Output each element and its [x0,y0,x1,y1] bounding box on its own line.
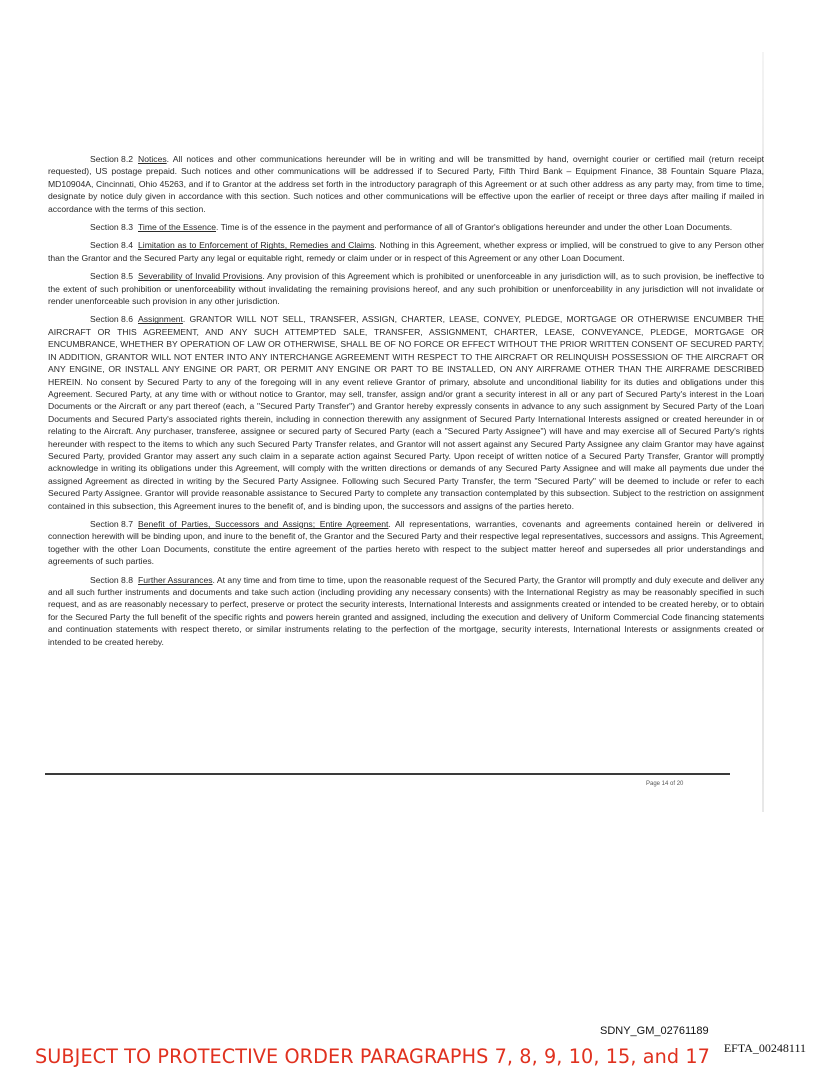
section-8-6 [48,313,764,512]
section-number: Section 8.8 [90,574,133,585]
section-number: Section 8.5 [90,271,133,282]
section-text: . Time is of the essence in the payment and performance of all of Grantor's obligations hereunder and under the other Loan Documents. [216,222,733,233]
bates-number: SDNY_GM_02761189 [600,1025,709,1037]
section-title: Assignment [138,314,183,325]
efta-id: EFTA_00248111 [723,1041,806,1055]
section-title: Limitation as to Enforcement of Rights, Remedies and Claims [138,240,375,251]
section-title: Further Assurances [138,574,213,585]
document-body [48,153,764,654]
protective-order-notice: SUBJECT TO PROTECTIVE ORDER PARAGRAPHS 7, 8, 9, 10, 15, and 17 [35,1045,710,1068]
section-text: . Nothing in this Agreement, whether express or implied, will be construed to give to any Person other than the Grantor and the Secured Party any legal or equitable right, remedy or claim under or in respect of this Agreement or any other Loan Document. [48,240,764,263]
section-text: . GRANTOR WILL NOT SELL, TRANSFER, ASSIGN, CHARTER, LEASE, CONVEY, PLEDGE, MORTGAGE OR OTHERWISE ENCUMBER THE AIRCRAFT OR THIS AGREEMENT, AND ANY SUCH ATTEMPTED SALE, TRANSFER, ASSIGNMENT, CHARTER, LEASE, CONVEYANCE, PLEDGE, MORTGAGE OR ENCUMBRANCE, WHETHER BY OPERATION OF LAW OR OTHERWISE, SHALL BE OF NO FORCE OR EFFECT WITHOUT THE PRIOR WRITTEN CONSENT OF SECURED PARTY. IN ADDITION, GRANTOR WILL NOT ENTER INTO ANY INTERCHANGE AGREEMENT WITH RESPECT TO THE AIRCRAFT OR RELINQUISH POSSESSION OF THE AIRCRAFT OR ANY ENGINE, OR INSTALL ANY ENGINE OR PART, OR PERMIT ANY ENGINE OR PART TO BE INSTALLED, ON ANY AIRFRAME OTHER THAN THE AIRFRAME DESCRIBED HEREIN. No consent by Secured Party to any of the foregoing will in any event relieve Grantor of primary, absolute and unconditional liability for its duties and obligations under this Agreement. Secured Party, at any time with or without notice to Grantor, may sell, transfer, assign and/or grant a security interest in all or any part of Secured Party's interest in the Loan Documents or the Aircraft or any part thereof (each, a "Secured Party Transfer") and Grantor hereby expressly consents in advance to any such assignment by Secured Party of the Loan Documents and Secured Party's associated rights therein, including in connection therewith any assignment of Secured Party International Interests assigned or created hereunder in or relating to the Aircraft. Any purchaser, transferee, assignee or secured party of Secured Party (each a "Secured Party Assignee") will have and may exercise all of Secured Party's rights hereunder with respect to the items to which any such Secured Party Transfer relates, and Grantor will not assert against any Secured Party Assignee any claim Grantor may have against Secured Party, provided Grantor may assert any such claim in a separate action against Secured Party. Upon receipt of written notice of a Secured Party Transfer, Grantor will promptly acknowledge in writing its obligations under this Agreement, will comply with the written directions or demands of any Secured Party Assignee and will make all payments due under the assigned Agreement as directed in writing by the Secured Party Assignee. Following such Secured Party Transfer, the term "Secured Party" will be deemed to include or refer to each Secured Party Assignee. Grantor will provide reasonable assistance to Secured Party to complete any transaction contemplated by this subsection. Subject to the restriction on assignment contained in this subsection, this Agreement inures to the benefit of, and is binding upon, the successors and assigns of the parties hereto. [48,314,764,511]
section-8-2 [48,153,764,215]
footer-rule [45,773,730,775]
section-number: Section 8.3 [90,222,133,233]
section-8-5 [48,270,764,307]
section-number: Section 8.7 [90,518,133,529]
page-number: Page 14 of 20 [646,781,684,787]
section-title: Benefit of Parties, Successors and Assigns; Entire Agreement [138,518,389,529]
section-number: Section 8.6 [90,314,133,325]
section-title: Time of the Essence [138,222,217,233]
section-text: . At any time and from time to time, upon the reasonable request of the Secured Party, the Grantor will promptly and duly execute and deliver any and all such further instruments and documents and take such action (including providing any necessary consents) with the International Registry as may be reasonably specified in such request, and as are reasonably necessary to perfect, preserve or protect the security interests, International Interests and assignments created or intended to be created hereby, or to obtain for the Secured Party the full benefit of the specific rights and powers herein granted and assigned, including the execution and delivery of Uniform Commercial Code financing statements and continuation statements with respect thereto, or similar instruments relating to the perfection of the mortgage, security interests, International Interests or assignments created or intended to be created hereby. [48,574,764,647]
section-text: . Any provision of this Agreement which is prohibited or unenforceable in any jurisdiction will, as to such provision, be ineffective to the extent of such prohibition or unenforceability without invalidating the remaining provisions hereof, and any such prohibition or unenforceability in any jurisdiction will not invalidate or render unenforceable such provision in any other jurisdiction. [48,271,764,307]
section-number: Section 8.4 [90,240,133,251]
section-8-4 [48,239,764,264]
section-number: Section 8.2 [90,154,133,164]
section-8-7 [48,518,764,568]
section-8-8 [48,574,764,648]
section-title: Notices [138,154,167,164]
section-8-3 [48,221,764,233]
section-text: . All representations, warranties, covenants and agreements contained herein or delivered in connection herewith will be binding upon, and inure to the benefit of, the Grantor and the Secured Party and their respective legal representatives, successors and assigns. This Agreement, together with the other Loan Documents, constitute the entire agreement of the parties hereto with respect to the subject matter hereof and supersedes all prior understandings and agreements of such parties. [48,518,765,567]
section-title: Severability of Invalid Provisions [138,271,263,282]
section-text: . All notices and other communications hereunder will be in writing and will be transmitted by hand, overnight courier or certified mail (return receipt requested), US postage prepaid. Such notices and other communications will be addressed if to Secured Party, Fifth Third Bank – Equipment Finance, 38 Fountain Square Plaza, MD10904A, Cincinnati, Ohio 45263, and if to Grantor at the address set forth in the introductory paragraph of this Agreement or at such other address as any party may, from time to time, designate by notice duly given in accordance with this section. Such notices and other communications will be effective upon the earlier of receipt or three days after mailing if mailed in accordance with the terms of this section. [48,154,764,214]
